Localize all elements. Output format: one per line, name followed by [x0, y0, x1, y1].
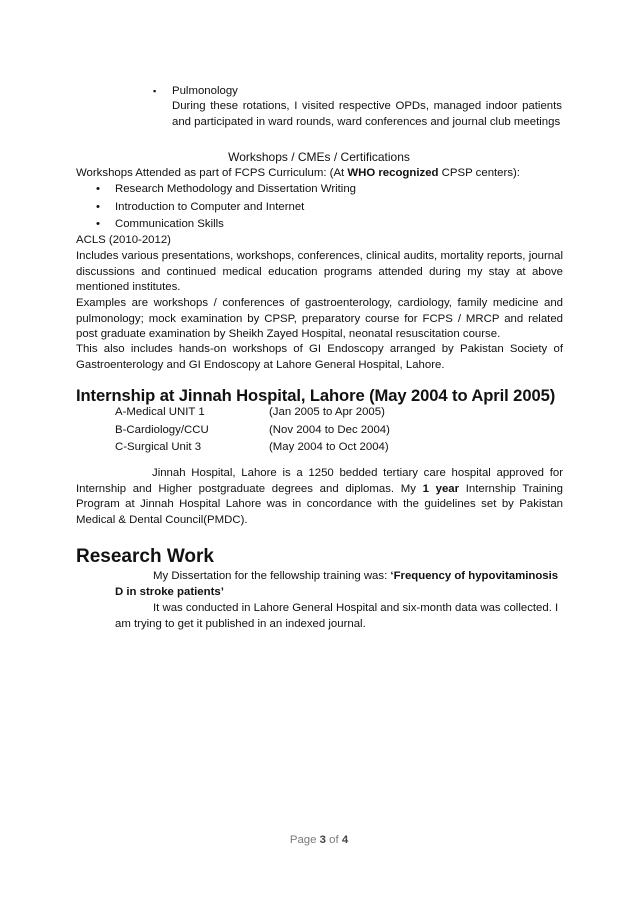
total-pages: 4 — [341, 834, 349, 846]
workshops-paragraph-2: Examples are workshops / conferences of gastroenterology, cardiology, family medicine and pulmonology; mock examination by CPSP, preparatory course for FCPS / MRCP and related post graduate examination by Sheikh Zayed Hospital, neonatal resuscitation course. — [76, 297, 563, 341]
workshops-intro-text: Workshops Attended as part of FCPS Curriculum: (At — [76, 167, 348, 179]
dissertation-title: ‘Frequency of hypovitaminosis D in stroke patients’ — [115, 570, 559, 598]
unit-row — [115, 440, 435, 458]
research-dissertation — [115, 569, 563, 600]
rotation-description: During these rotations, I visited respective OPDs, managed indoor patients and participated in ward rounds, ward conferences and journal club meetings — [172, 100, 562, 128]
workshops-intro-tail: CPSP centers): — [438, 167, 520, 179]
list-item-label: Introduction to Computer and Internet — [115, 200, 305, 213]
workshops-list — [96, 182, 356, 235]
list-item — [96, 200, 356, 218]
unit-name: B-Cardiology/CCU — [115, 423, 209, 436]
acls-line: ACLS (2010-2012) — [76, 234, 171, 246]
research-text: My Dissertation for the fellowship training was: — [153, 570, 391, 582]
page-number — [0, 833, 638, 849]
unit-name: A-Medical UNIT 1 — [115, 406, 205, 418]
internship-paragraph — [76, 466, 563, 528]
unit-row — [115, 405, 435, 423]
workshops-heading: Workshops / CMEs / Certifications — [228, 150, 410, 164]
internship-text: Jinnah Hospital, Lahore is a 1250 bedded tertiary care hospital approved for Internship and Higher postgraduate degrees and diplomas. My — [76, 467, 563, 495]
research-status-text: It was conducted in Lahore General Hospital and six-month data was collected. I am trying to get it published in an indexed journal. — [115, 602, 559, 630]
bullet-icon: • — [96, 183, 100, 195]
research-heading: Research Work — [76, 546, 214, 567]
page-word: Page — [289, 834, 320, 846]
workshops-paragraph-1: Includes various presentations, workshops, conferences, clinical audits, mortality reports, journal discussions and continued medical education programs attended during my stay at above mentioned institutes. — [76, 250, 563, 294]
workshops-intro-bold: WHO recognized — [347, 167, 439, 179]
of-word: of — [325, 834, 342, 846]
square-bullet-icon: ▪ — [153, 86, 157, 96]
bullet-icon: • — [96, 218, 100, 230]
rotation-title: Pulmonology — [172, 85, 238, 97]
bullet-icon: • — [96, 200, 100, 213]
unit-row — [115, 423, 435, 441]
workshops-intro — [76, 166, 564, 182]
unit-dates: (May 2004 to Oct 2004) — [269, 441, 389, 453]
internship-units — [115, 405, 435, 458]
unit-dates: (Nov 2004 to Dec 2004) — [269, 423, 390, 436]
research-status — [115, 601, 563, 632]
internship-duration: 1 year — [422, 482, 460, 495]
list-item — [96, 217, 356, 235]
list-item-label: Communication Skills — [115, 218, 224, 230]
unit-dates: (Jan 2005 to Apr 2005) — [269, 406, 385, 418]
internship-heading: Internship at Jinnah Hospital, Lahore (May 2004 to April 2005) — [76, 386, 556, 405]
list-item — [96, 182, 356, 200]
list-item-label: Research Methodology and Dissertation Writing — [115, 183, 357, 195]
workshops-paragraph-3: This also includes hands-on workshops of GI Endoscopy arranged by Pakistan Society of Gastroenterology and GI Endoscopy at Lahore General Hospital, Lahore. — [76, 343, 563, 371]
unit-name: C-Surgical Unit 3 — [115, 441, 202, 453]
internship-text-tail: Internship Training Program at Jinnah Hospital Lahore was in concordance with the guidelines set by Pakistan Medical & Dental Council(PMDC). — [76, 482, 563, 526]
current-page: 3 — [319, 834, 326, 846]
